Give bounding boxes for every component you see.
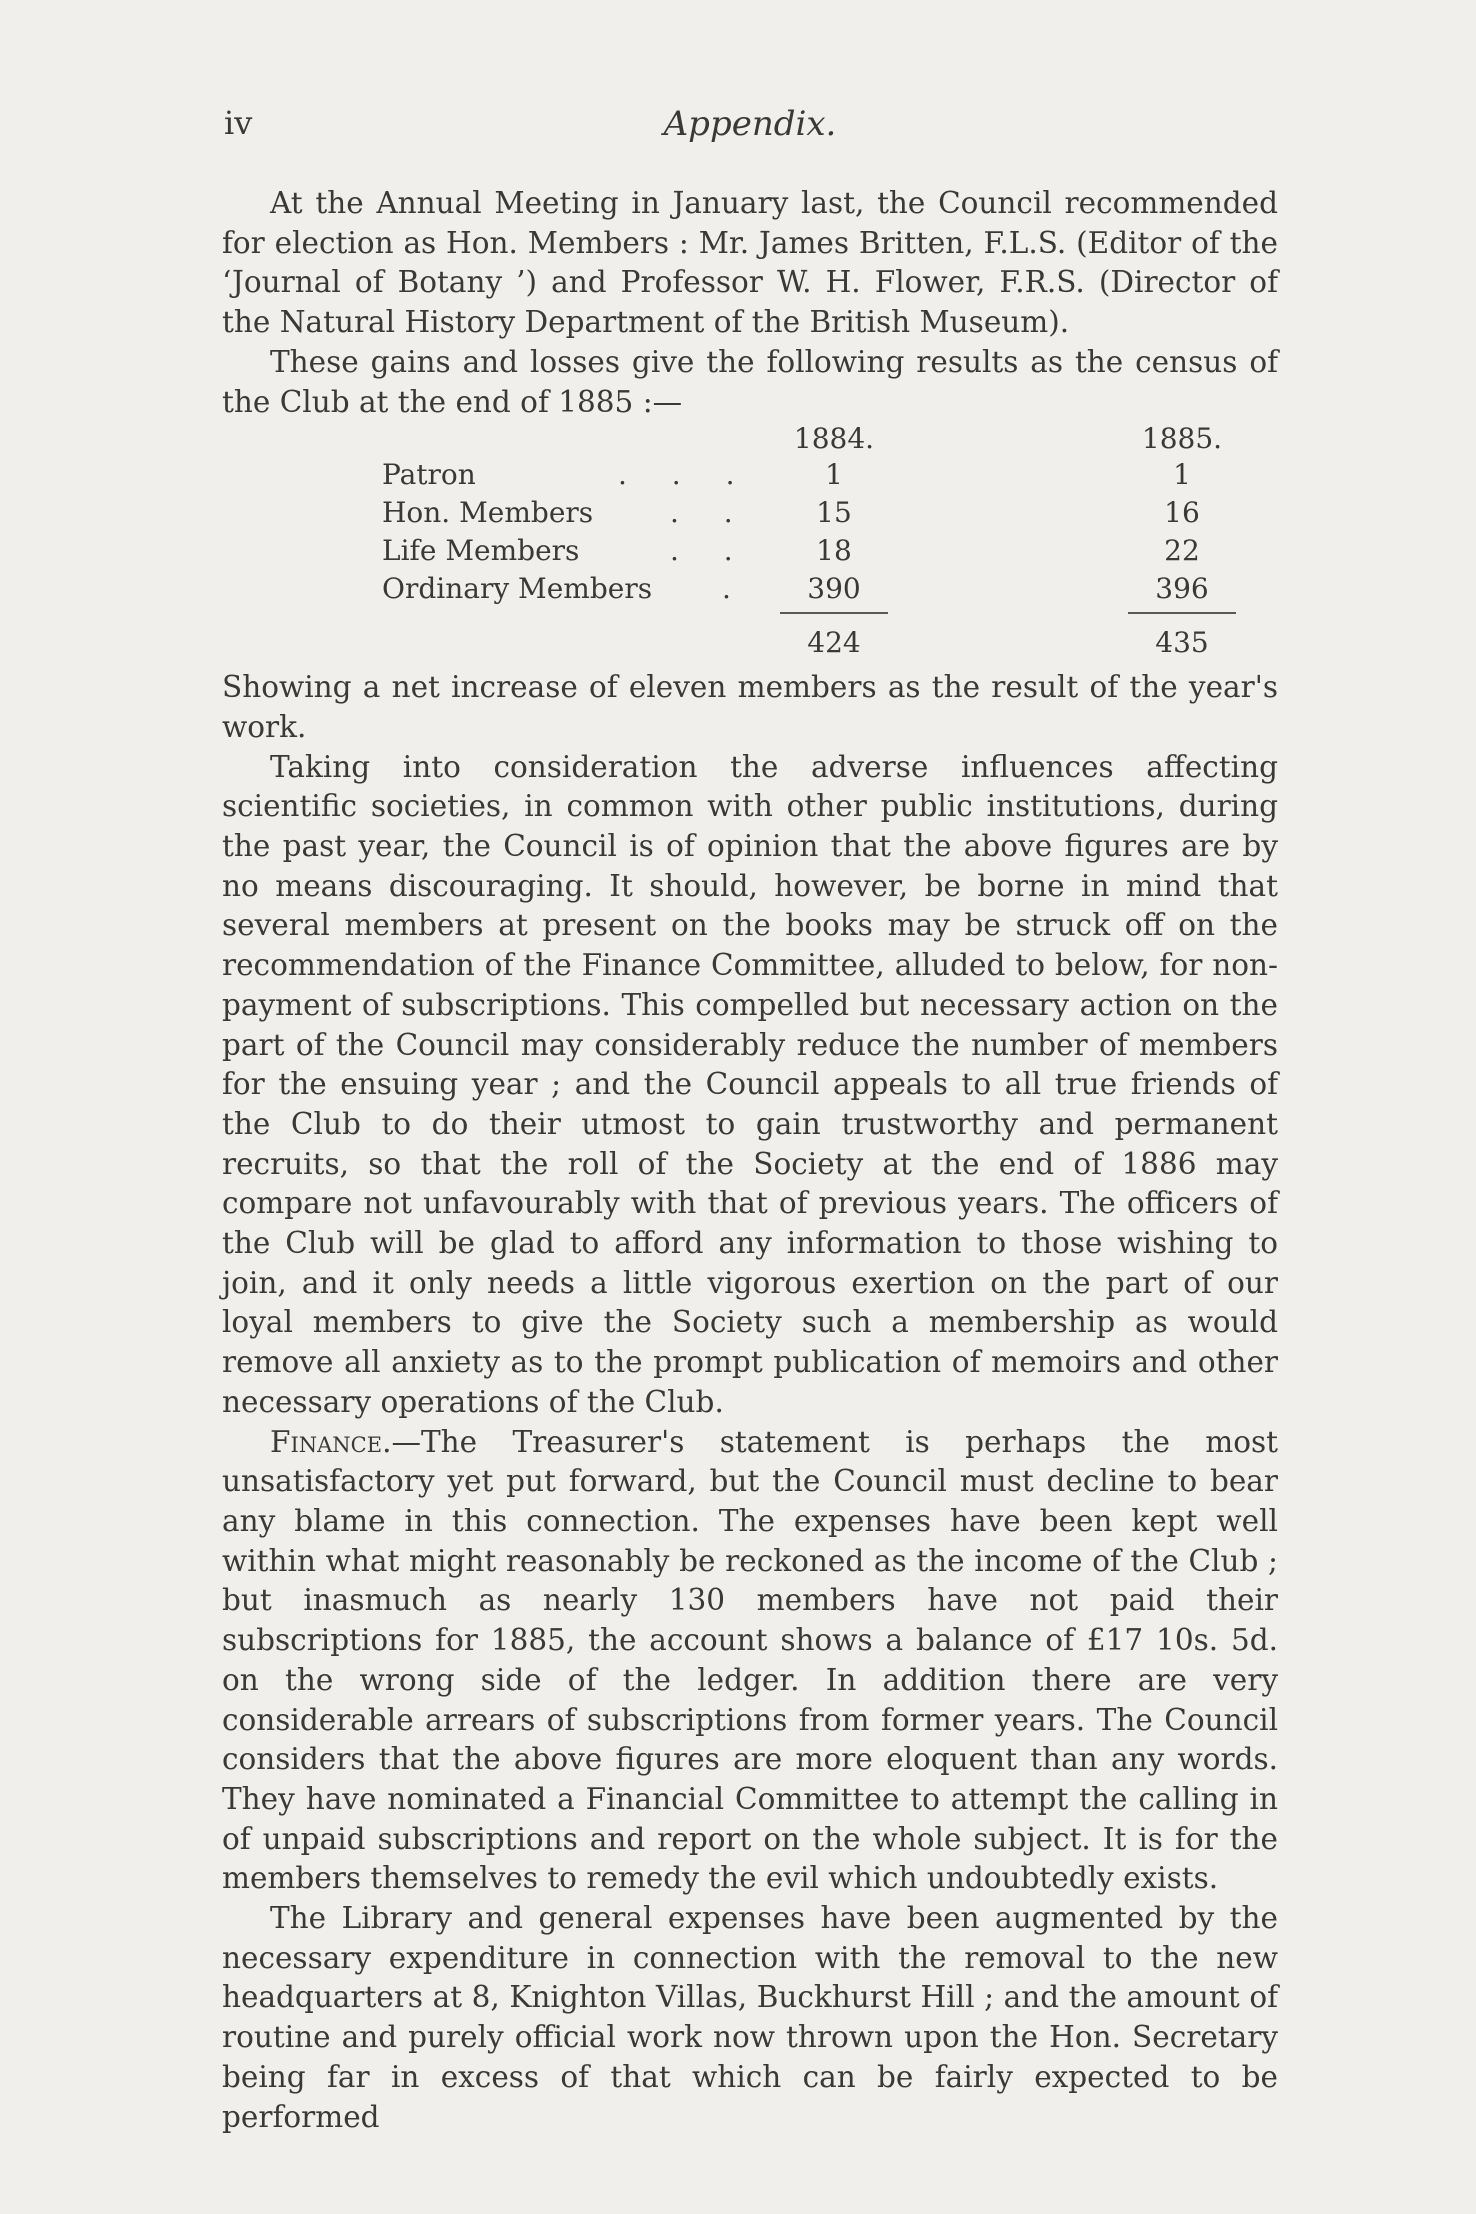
- paragraph-library-expenses: The Library and general expenses have been augmented by the necessary expenditure in connection with the removal to the new headquarters at 8, Knighton Villas, Buckhurst Hill ; and the amount of routine and purely official work now thrown upon the Hon. Secretary being far in excess of that which can be fairly expected to be performed: [222, 1901, 1278, 2134]
- document-page: [222, 104, 1278, 2137]
- paragraph-net-increase: Showing a net increase of eleven members as the result of the year's work.: [222, 670, 1278, 744]
- paragraph-census-intro: These gains and losses give the following results as the census of the Club at the end of 1885 :—: [222, 344, 1278, 419]
- page-number: iv: [224, 104, 253, 142]
- paragraph-adverse-influences: Taking into consideration the adverse influences affecting scientific societies, in common with other public institutions, during the past year, the Council is of opinion that the above figures are by no means discouraging. It should, however, be borne in mind that several members at present on the books may be struck off on the recommendation of the Finance Committee, alluded to below, for non-payment of subscriptions. This compelled but necessary action on the part of the Council may considerably reduce the number of members for the ensuing year ; and the Council appeals to all true friends of the Club to do their utmost to gain trustworthy and permanent recruits, so that the roll of the Society at the end of 1886 may compare not unfavourably with that of previous years. The officers of the Club will be glad to afford any information to those wishing to join, and it only needs a little vigorous exertion on the part of our loyal members to give the Society such a membership as would remove all anxiety as to the prompt publication of memoirs and other necessary operations of the Club.: [222, 749, 1278, 1419]
- census-row-label: Hon. Members: [382, 496, 594, 530]
- census-row-dots: . .: [670, 496, 751, 530]
- census-row-patron: [382, 458, 1282, 494]
- census-row-dots: . .: [670, 534, 751, 568]
- census-total-rule-1885: [1128, 612, 1236, 614]
- census-row-dots: . . .: [618, 458, 753, 492]
- page-header: [222, 104, 1278, 150]
- census-row-life-members: [382, 534, 1282, 570]
- census-row-hon-members: [382, 496, 1282, 532]
- census-total-rule-1884: [780, 612, 888, 614]
- census-table: [222, 422, 1278, 662]
- census-value-1884: 18: [816, 534, 852, 568]
- census-row-label: Life Members: [382, 534, 580, 568]
- census-value-1885: 16: [1164, 496, 1200, 530]
- census-value-1885: 1: [1173, 458, 1191, 492]
- paragraph-hon-members: At the Annual Meeting in January last, the Council recommended for election as Hon. Members : Mr. James Britten, F.L.S. (Editor of the ‘Journal of Botany ’) and Professor W. H. Flower, F.R.S. (Director of the Natural History Department of the British Museum).: [222, 186, 1278, 340]
- census-value-1885: 22: [1164, 534, 1200, 568]
- paragraph-finance: [222, 1423, 1278, 1899]
- census-total-1885: 435: [1155, 626, 1209, 660]
- finance-body: —The Treasurer's statement is perhaps the most unsatisfactory yet put forward, but the Council must decline to bear any blame in this connection. The expenses have been kept well within what might reasonably be reckoned as the income of the Club ; but inasmuch as nearly 130 members have not paid their subscriptions for 1885, the account shows a balance of £17 10s. 5d. on the wrong side of the ledger. In addition there are very considerable arrears of subscriptions from former years. The Council considers that the above figures are more eloquent than any words. They have nominated a Financial Committee to attempt the calling in of unpaid subscriptions and report on the whole subject. It is for the members themselves to remedy the evil which undoubtedly exists.: [222, 1424, 1278, 1896]
- census-row-label: Ordinary Members: [382, 572, 653, 606]
- census-value-1884: 15: [816, 496, 852, 530]
- census-row-dots: .: [722, 572, 749, 606]
- census-header-1885: 1885.: [1141, 422, 1223, 456]
- census-header-1884: 1884.: [793, 422, 875, 456]
- census-value-1884: 1: [825, 458, 843, 492]
- census-row-ordinary-members: [382, 572, 1282, 608]
- census-value-1884: 390: [807, 572, 861, 606]
- census-value-1885: 396: [1155, 572, 1209, 606]
- finance-heading: Finance.: [270, 1424, 392, 1459]
- census-total-1884: 424: [807, 626, 861, 660]
- census-row-label: Patron: [382, 458, 476, 492]
- running-head: Appendix.: [663, 104, 837, 144]
